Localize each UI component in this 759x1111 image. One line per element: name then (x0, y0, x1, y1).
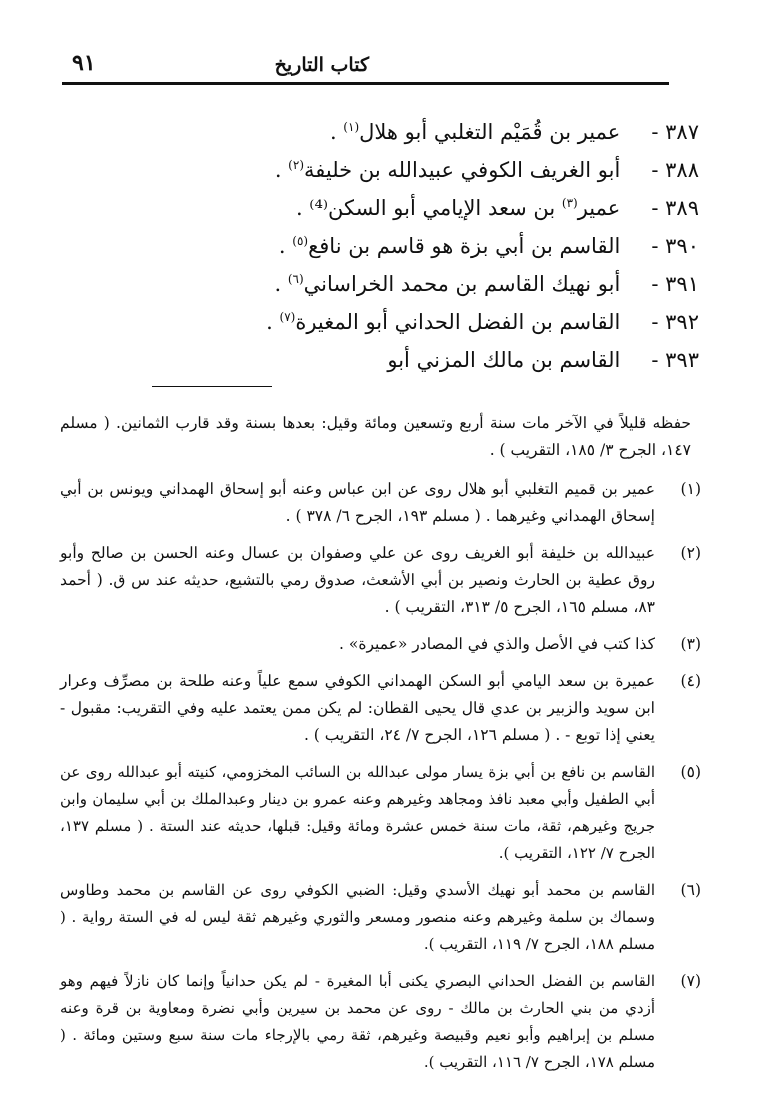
footnote-continuation: حفظه قليلاً في الآخر مات سنة أربع وتسعين ومائة وقيل: بعدها بسنة وقد قارب الثمانين. ( مسلم ١٤٧، الجرح ٣/ ١٨٥، التقريب ) . (60, 414, 691, 459)
entry-number: ٣٩٢ - (651, 310, 699, 334)
entry-text: القاسم بن الفضل الحداني أبو المغيرة (295, 310, 621, 334)
footnote-ref: (١) (343, 120, 360, 134)
entry-text: عمير (577, 196, 621, 220)
entry-number: ٣٩٠ - (651, 234, 699, 258)
page-number: ٩١ (72, 50, 96, 76)
footnotes (60, 410, 701, 1086)
footnote-ref: (٥) (292, 234, 309, 248)
page-header (62, 48, 669, 85)
entry-text: عمير بن قُمَيْم التغلبي أبو هلال (359, 120, 621, 144)
footnote-text: كذا كتب في الأصل والذي في المصادر «عميرة» . (339, 635, 655, 653)
footnote-7 (60, 968, 701, 1076)
entry-387 (95, 108, 699, 146)
footnote-text: عبيدالله بن خليفة أبو الغريف روى عن علي وصفوان بن عسال وعنه الحسن بن صالح وأبو روق عطية بن الحارث ونصير بن أبي الأشعث، صدوق رمي بالتشيع، حديثه عند س ق. ( أحمد ٨٣، مسلم ١٦٥، الجرح ٥/ ٣١٣، التقريب ) . (60, 544, 655, 616)
entry-392 (95, 298, 699, 336)
footnote-ref: (٧) (279, 310, 296, 324)
footnote-ref: (٦) (287, 272, 304, 286)
footnote-number: (٤) (680, 672, 701, 690)
entry-388 (95, 146, 699, 184)
footnote-text: عمير بن قميم التغلبي أبو هلال روى عن ابن عباس وعنه أبو إسحاق الهمداني ويونس بن أبي إسحاق الهمداني وغيرهما . ( مسلم ١٩٣، الجرح ٦/ ٣٧٨ ) . (60, 480, 655, 525)
entry-tail: . (274, 272, 288, 296)
footnote-2 (60, 540, 701, 621)
footnote-text: القاسم بن محمد أبو نهيك الأسدي وقيل: الضبي الكوفي روى عن القاسم بن محمد وطاوس وسماك بن سلمة وغيرهم وعنه منصور ومسعر والثوري وغيرهم ثقة ليس له في الستة رواية . ( مسلم ١٨٨، الجرح ٧/ ١١٩، التقريب ). (60, 881, 655, 953)
entry-tail: . (266, 310, 280, 334)
entry-text: القاسم بن مالك المزني أبو (387, 348, 621, 372)
footnote-number: (١) (680, 480, 701, 498)
entry-text: أبو نهيك القاسم بن محمد الخراساني (303, 272, 621, 296)
entry-number: ٣٩١ - (651, 272, 699, 296)
footnote-ref: (٣) (561, 196, 578, 210)
entry-number: ٣٨٧ - (651, 120, 699, 144)
footnote-number: (٣) (680, 635, 701, 653)
footnote-3 (60, 631, 701, 658)
entry-tail: . (274, 158, 289, 182)
entry-number: ٣٨٩ - (651, 196, 699, 220)
footnote-number: (٢) (680, 544, 701, 562)
footnote-number: (٦) (680, 881, 701, 899)
entry-number: ٣٨٨ - (651, 158, 699, 182)
footnote-1 (60, 476, 701, 530)
footnote-text: القاسم بن نافع بن أبي بزة يسار مولى عبدالله بن السائب المخزومي، كنيته أبو عبدالله روى عن أبي الطفيل وأبي معبد نافذ ومجاهد وغيرهم وعنه عمرو بن دينار وعبدالملك بن أبي سليمان وابن جريج وغيرهم، ثقة، مات سنة خمس عشرة ومائة وقيل: قبلها، حديثه عند الستة . ( مسلم ١٣٧، الجرح ٧/ ١٢٢، التقريب ). (60, 763, 655, 862)
entry-tail: . (329, 120, 344, 144)
footnote-ref: (٢) (288, 158, 304, 172)
entry-text: أبو الغريف الكوفي عبيدالله بن خليفة (304, 158, 621, 182)
footnote-number: (٥) (680, 763, 701, 781)
entry-tail: بن سعد الإيامي أبو السكن⁽⁴⁾ . (295, 196, 562, 220)
entry-list (95, 108, 699, 374)
footnote-text: عميرة بن سعد اليامي أبو السكن الهمداني الكوفي سمع علياً وعنه طلحة بن مصرِّف وعرار ابن سويد والزبير بن عدي قال يحيى القطان: لم يكن ممن يعتمد عليه وفي التقريب: مقبول - يعني إذا توبع - . ( مسلم ١٢٦، الجرح ٧/ ٢٤، التقريب ) . (60, 672, 655, 744)
footnote-5 (60, 759, 701, 867)
footnote-text: القاسم بن الفضل الحداني البصري يكنى أبا المغيرة - لم يكن حدانياً وإنما كان نازلاً فيهم وهو أزدي من بني الحارث بن مالك - روى عن محمد بن سيرين وأبي نضرة ومعاوية بن قرة وعنه مسلم بن إبراهيم وأبو نعيم وقبيصة وغيرهم، ثقة رمي بالإرجاء مات سنة سبع وستين ومائة . ( مسلم ١٧٨، الجرح ٧/ ١١٦، التقريب ). (60, 972, 655, 1071)
entry-text: القاسم بن أبي بزة هو قاسم بن نافع (308, 234, 621, 258)
entry-389 (95, 184, 699, 222)
entry-393 (95, 336, 699, 374)
entry-391 (95, 260, 699, 298)
footnote-6 (60, 877, 701, 958)
entry-tail: . (278, 234, 293, 258)
entry-number: ٣٩٣ - (651, 348, 699, 372)
book-title: كتاب التاريخ (274, 54, 369, 76)
footnote-separator (152, 386, 272, 387)
footnote-4 (60, 668, 701, 749)
entry-390 (95, 222, 699, 260)
footnote-number: (٧) (680, 972, 701, 990)
